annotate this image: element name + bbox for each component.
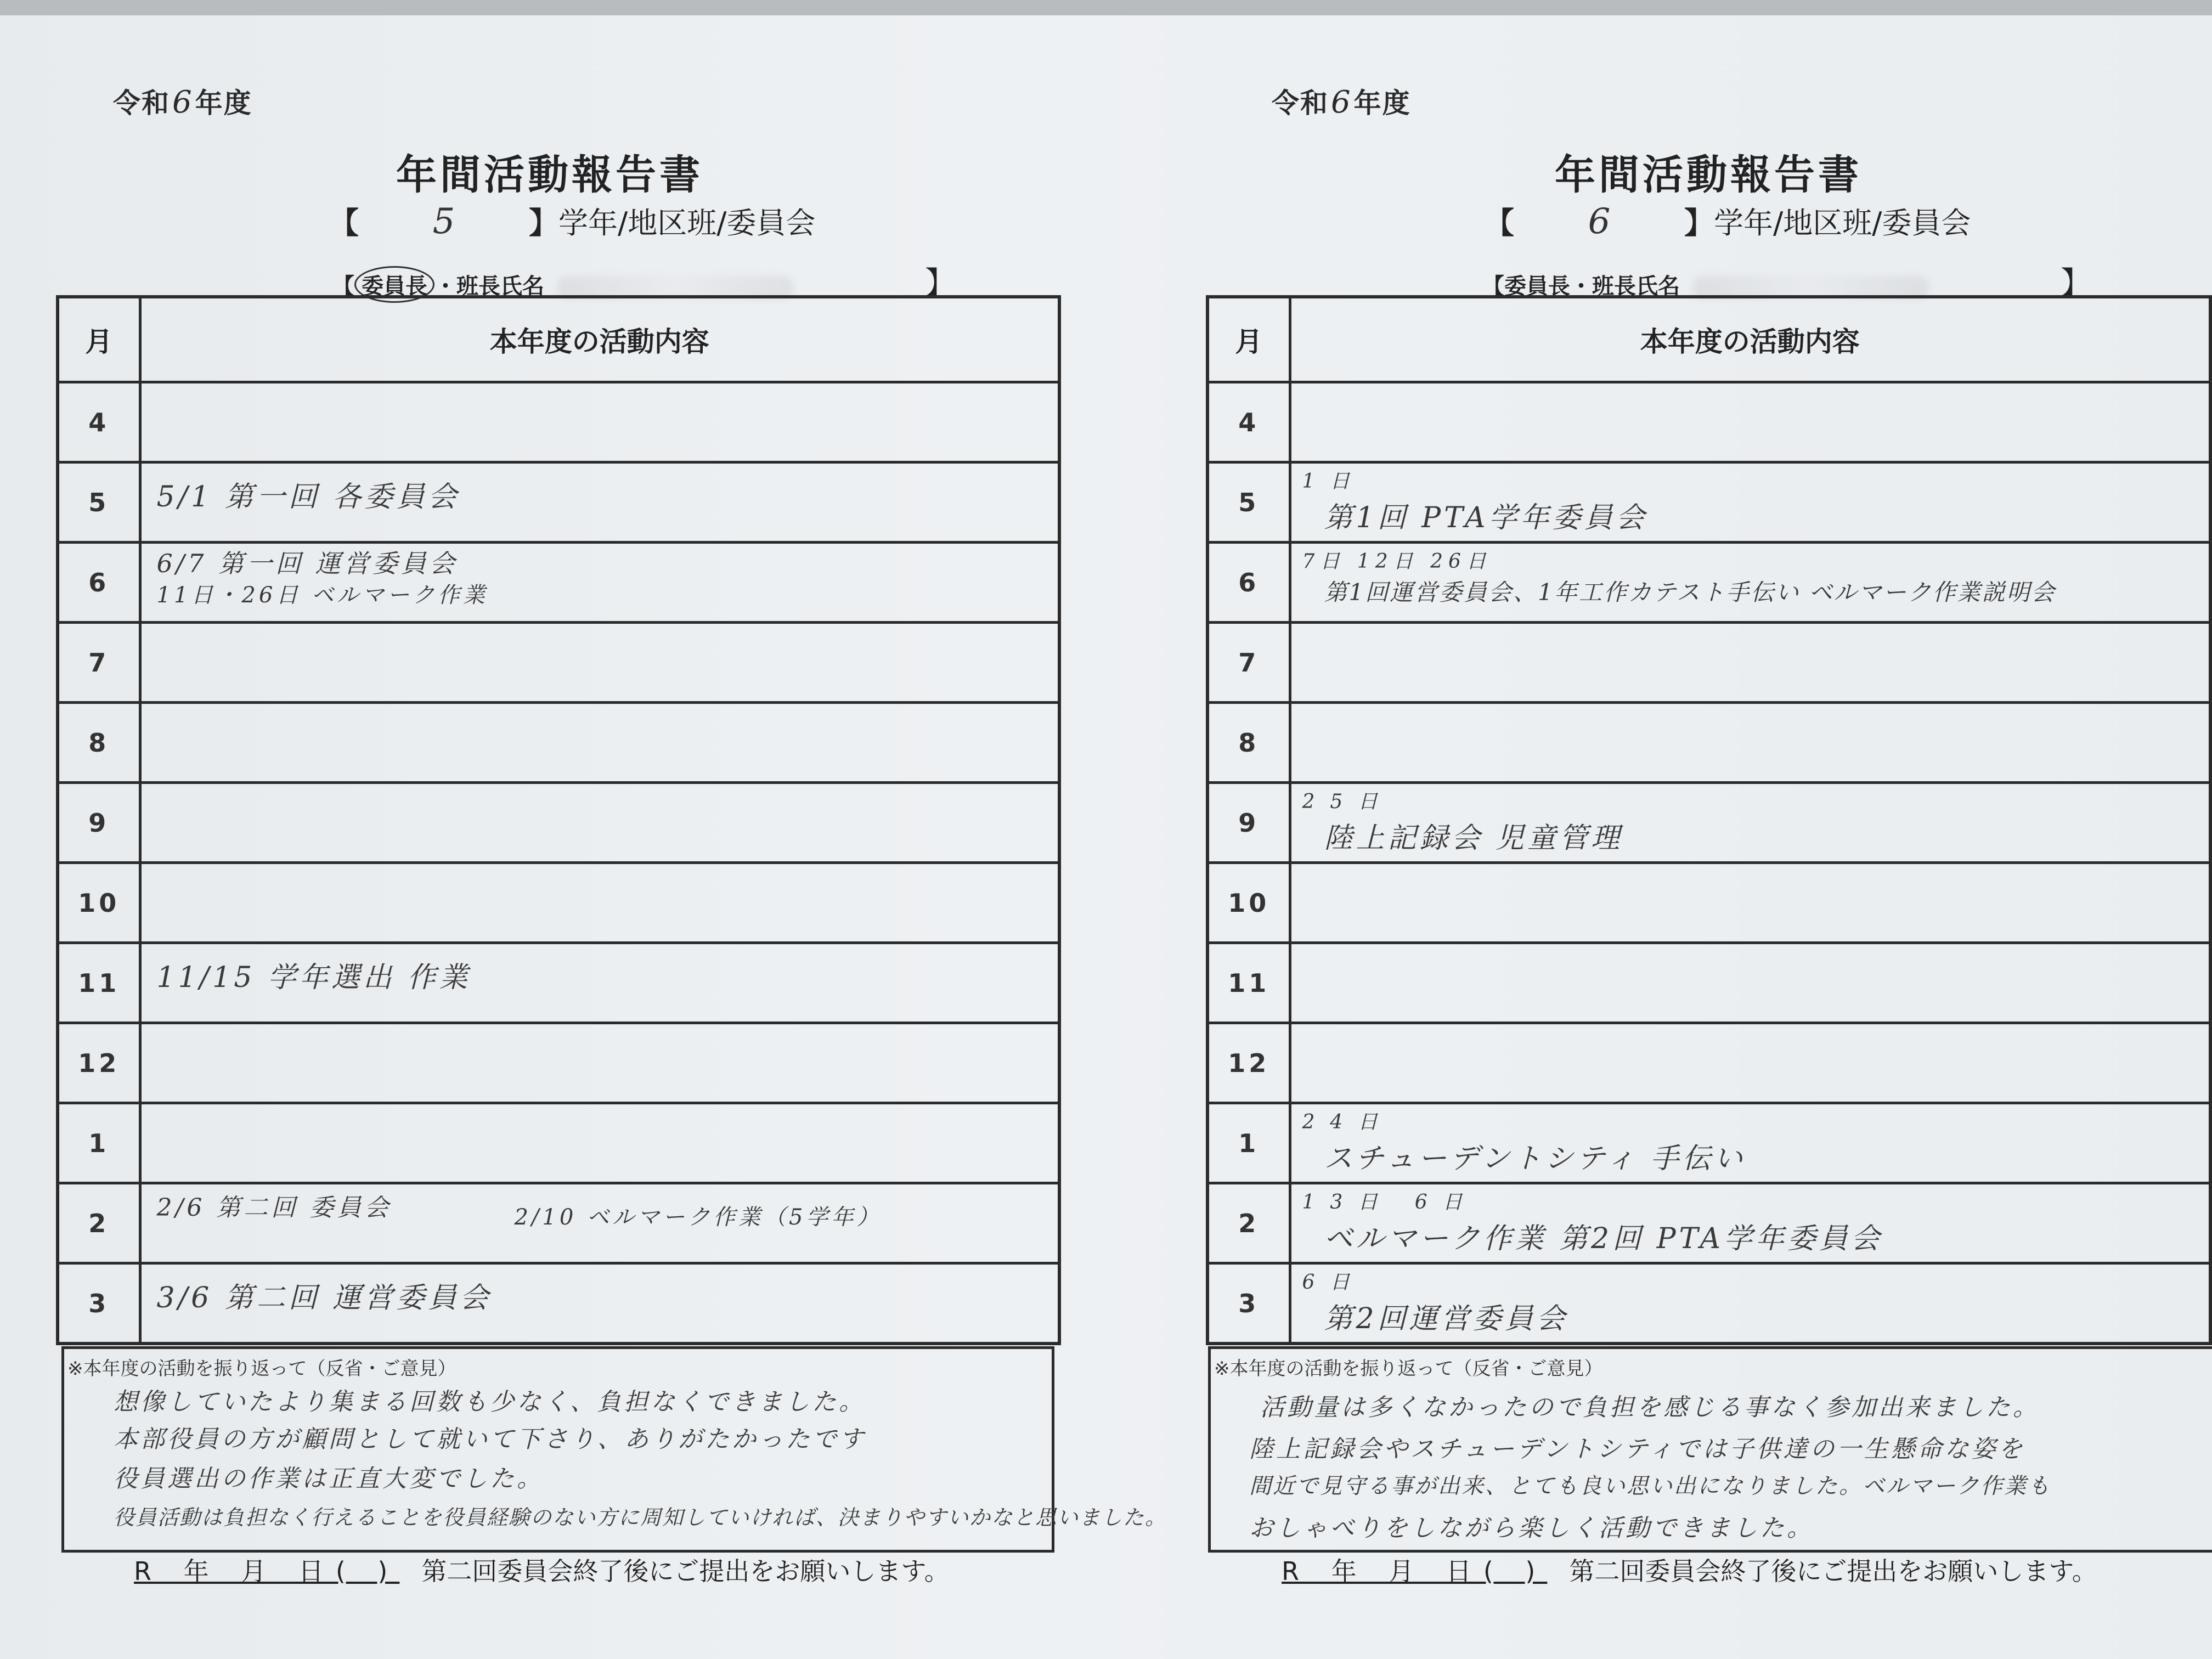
- month-cell: 7: [1207, 623, 1290, 703]
- chair-label-suffix: ・班長氏名: [1570, 274, 1680, 299]
- activity-cell: [1290, 382, 2210, 462]
- activity-entry: 第1回 PTA学年委員会: [1324, 501, 1648, 534]
- month-header: 月: [1207, 297, 1290, 382]
- activity-cell: [1290, 462, 2210, 543]
- year-handwritten: 6: [1331, 84, 1352, 120]
- table-row: [1207, 943, 2210, 1023]
- content-header: 本年度の活動内容: [1290, 297, 2210, 382]
- table-row: [1207, 623, 2210, 703]
- month-cell: 4: [1207, 382, 1290, 462]
- activity-entry: 11日・26日 ベルマーク作業: [156, 583, 489, 608]
- era-label: 令和: [113, 87, 170, 119]
- bracket-close: 】: [2061, 266, 2091, 301]
- month-cell: 11: [58, 943, 140, 1023]
- table-row: [58, 783, 1059, 863]
- reflection-box: [61, 1346, 1167, 1553]
- reflection-line-1: 活動量は多くなかったので負担を感じる事なく参加出来ました。: [1260, 1393, 2040, 1421]
- table-row: [58, 382, 1059, 462]
- month-cell: 8: [1207, 703, 1290, 783]
- table-row: [58, 543, 1059, 623]
- report-title: 年間活動報告書: [396, 151, 703, 199]
- era-label: 令和: [1272, 87, 1329, 119]
- activity-entry: 24日: [1302, 1111, 1393, 1133]
- activity-entry: 1日: [1302, 470, 1365, 493]
- table-row: [1207, 1183, 2210, 1263]
- bracket-close: 】: [529, 206, 558, 240]
- report-grade-5: [0, 15, 1167, 1659]
- table-row: [58, 1263, 1059, 1344]
- table-row: [58, 703, 1059, 783]
- month-cell: 3: [58, 1263, 140, 1344]
- activity-cell: [1290, 543, 2210, 623]
- activity-cell: [1290, 863, 2210, 943]
- table-row: [1207, 462, 2210, 543]
- activity-cell: [140, 382, 1059, 462]
- table-row: [1207, 1023, 2210, 1103]
- report-title: 年間活動報告書: [1555, 151, 1862, 199]
- table-row: [58, 1103, 1059, 1183]
- activity-table: [56, 295, 1061, 1345]
- activity-cell: [140, 462, 1059, 543]
- year-suffix: 年度: [195, 87, 252, 119]
- activity-entry: 7日 12日 26日: [1302, 550, 1492, 573]
- content-header: 本年度の活動内容: [140, 297, 1059, 382]
- month-cell: 6: [58, 543, 140, 623]
- grade-line: [1485, 200, 1971, 242]
- grade-type-options: 学年/地区班/委員会: [1714, 206, 1971, 240]
- month-cell: 12: [58, 1023, 140, 1103]
- footer: [1282, 1551, 2097, 1588]
- activity-cell: [1290, 783, 2210, 863]
- activity-entry: 13日 6日: [1302, 1191, 1478, 1214]
- activity-cell: [140, 623, 1059, 703]
- month-cell: 2: [1207, 1183, 1290, 1263]
- table-row: [1207, 1103, 2210, 1183]
- table-row: [58, 462, 1059, 543]
- table-row: [58, 1023, 1059, 1103]
- report-grade-6: [1152, 15, 2212, 1659]
- activity-entry: 6/7 第一回 運営委員会: [156, 549, 458, 578]
- chair-label-circled: 委員長: [354, 266, 435, 303]
- activity-cell: [140, 1023, 1059, 1103]
- reflection-line-3: 間近で見守る事が出来、とても良い思い出になりました。ベルマーク作業も: [1249, 1474, 2051, 1499]
- activity-table: [1206, 295, 2212, 1345]
- table-row: [58, 623, 1059, 703]
- month-header: 月: [58, 297, 140, 382]
- month-cell: 3: [1207, 1263, 1290, 1344]
- activity-entry: ベルマーク作業 第2回 PTA学年委員会: [1324, 1222, 1883, 1255]
- bracket-open: 【: [329, 206, 359, 240]
- activity-cell: [140, 703, 1059, 783]
- reflection-line-3: 役員選出の作業は正直大変でした。: [114, 1465, 544, 1493]
- table-row: [1207, 543, 2210, 623]
- footer-date: R 年 月 日( ): [1282, 1556, 1548, 1586]
- activity-cell: [140, 543, 1059, 623]
- activity-cell: [1290, 1103, 2210, 1183]
- chair-name-line: 【 委員長 ・班長氏名 】: [332, 259, 956, 303]
- reflection-heading: ※本年度の活動を振り返って（反省・ご意見）: [67, 1358, 456, 1380]
- year-handwritten: 6: [172, 84, 193, 120]
- reflection-line-2: 本部役員の方が顧問として就いて下さり、ありがたかったです: [114, 1425, 866, 1453]
- month-cell: 9: [1207, 783, 1290, 863]
- month-cell: 4: [58, 382, 140, 462]
- bracket-close: 】: [1684, 206, 1714, 240]
- grade-handwritten: 5: [432, 201, 455, 242]
- grade-line: [329, 200, 815, 242]
- table-header-row: [58, 297, 1059, 382]
- reflection-line-1: 想像していたより集まる回数も少なく、負担なくできました。: [114, 1388, 866, 1416]
- month-cell: 11: [1207, 943, 1290, 1023]
- grade-handwritten: 6: [1588, 201, 1611, 242]
- activity-cell: [140, 1263, 1059, 1344]
- chair-label: 委員長: [1504, 274, 1570, 299]
- month-cell: 5: [1207, 462, 1290, 543]
- paper-sheet: [0, 15, 2212, 1659]
- chair-label: ・班長氏名: [435, 274, 544, 299]
- activity-entry: 3/6 第二回 運営委員会: [156, 1282, 492, 1314]
- activity-entry: 第2回運営委員会: [1324, 1302, 1568, 1335]
- reflection-heading: ※本年度の活動を振り返って（反省・ご意見）: [1214, 1358, 1603, 1380]
- month-cell: 9: [58, 783, 140, 863]
- activity-cell: [140, 1183, 1059, 1263]
- activity-cell: [1290, 1023, 2210, 1103]
- month-cell: 10: [58, 863, 140, 943]
- footer-date: R 年 月 日( ): [134, 1556, 400, 1586]
- activity-cell: [140, 1103, 1059, 1183]
- fiscal-year-label: [113, 81, 252, 121]
- activity-cell: [1290, 623, 2210, 703]
- activity-cell: [140, 863, 1059, 943]
- footer: [134, 1551, 950, 1588]
- grade-type-options: 学年/地区班/委員会: [558, 206, 816, 240]
- month-cell: 5: [58, 462, 140, 543]
- activity-entry: 5/1 第一回 各委員会: [156, 481, 460, 514]
- activity-entry: 11/15 学年選出 作業: [156, 961, 471, 994]
- activity-cell: [140, 943, 1059, 1023]
- month-cell: 6: [1207, 543, 1290, 623]
- table-header-row: [1207, 297, 2210, 382]
- activity-cell: [1290, 1183, 2210, 1263]
- reflection-line-2: 陸上記録会やスチューデントシティでは子供達の一生懸命な姿を: [1249, 1435, 2025, 1463]
- month-cell: 12: [1207, 1023, 1290, 1103]
- reflection-line-4: 役員活動は負担なく行えることを役員経験のない方に周知していければ、決まりやすいかなと思いました。: [114, 1505, 1167, 1530]
- footer-note: 第二回委員会終了後にご提出をお願いします。: [1569, 1556, 2097, 1586]
- month-cell: 2: [58, 1183, 140, 1263]
- activity-entry: 陸上記録会 児童管理: [1324, 822, 1623, 855]
- activity-cell: [140, 783, 1059, 863]
- table-row: [1207, 703, 2210, 783]
- activity-cell: [1290, 1263, 2210, 1344]
- month-cell: 10: [1207, 863, 1290, 943]
- activity-cell: [1290, 703, 2210, 783]
- month-cell: 1: [58, 1103, 140, 1183]
- activity-entry: スチューデントシティ 手伝い: [1324, 1142, 1746, 1175]
- activity-entry: 25日: [1302, 791, 1393, 813]
- bracket-open: 【: [1485, 206, 1514, 240]
- fiscal-year-label: [1272, 81, 1411, 121]
- chair-name-line: 【委員長・班長氏名 】: [1482, 266, 2091, 301]
- activity-entry: 第1回運営委員会、1年工作カテスト手伝い ベルマーク作業説明会: [1324, 579, 2056, 606]
- year-suffix: 年度: [1353, 87, 1411, 119]
- table-row: [58, 1183, 1059, 1263]
- table-row: [1207, 1263, 2210, 1344]
- activity-entry: 2/10 ベルマーク作業（5学年）: [514, 1205, 882, 1230]
- bracket-close: 】: [925, 266, 956, 301]
- month-cell: 7: [58, 623, 140, 703]
- month-cell: 1: [1207, 1103, 1290, 1183]
- activity-cell: [1290, 943, 2210, 1023]
- reflection-line-4: おしゃべりをしながら楽しく活動できました。: [1249, 1514, 1814, 1542]
- footer-note: 第二回委員会終了後にご提出をお願いします。: [421, 1556, 950, 1586]
- table-row: [58, 863, 1059, 943]
- table-row: [1207, 863, 2210, 943]
- table-row: [1207, 382, 2210, 462]
- table-row: [58, 943, 1059, 1023]
- month-cell: 8: [58, 703, 140, 783]
- activity-entry: 6日: [1302, 1271, 1365, 1294]
- table-row: [1207, 783, 2210, 863]
- reflection-box: [1208, 1346, 2212, 1553]
- activity-entry: 2/6 第二回 委員会: [156, 1194, 392, 1222]
